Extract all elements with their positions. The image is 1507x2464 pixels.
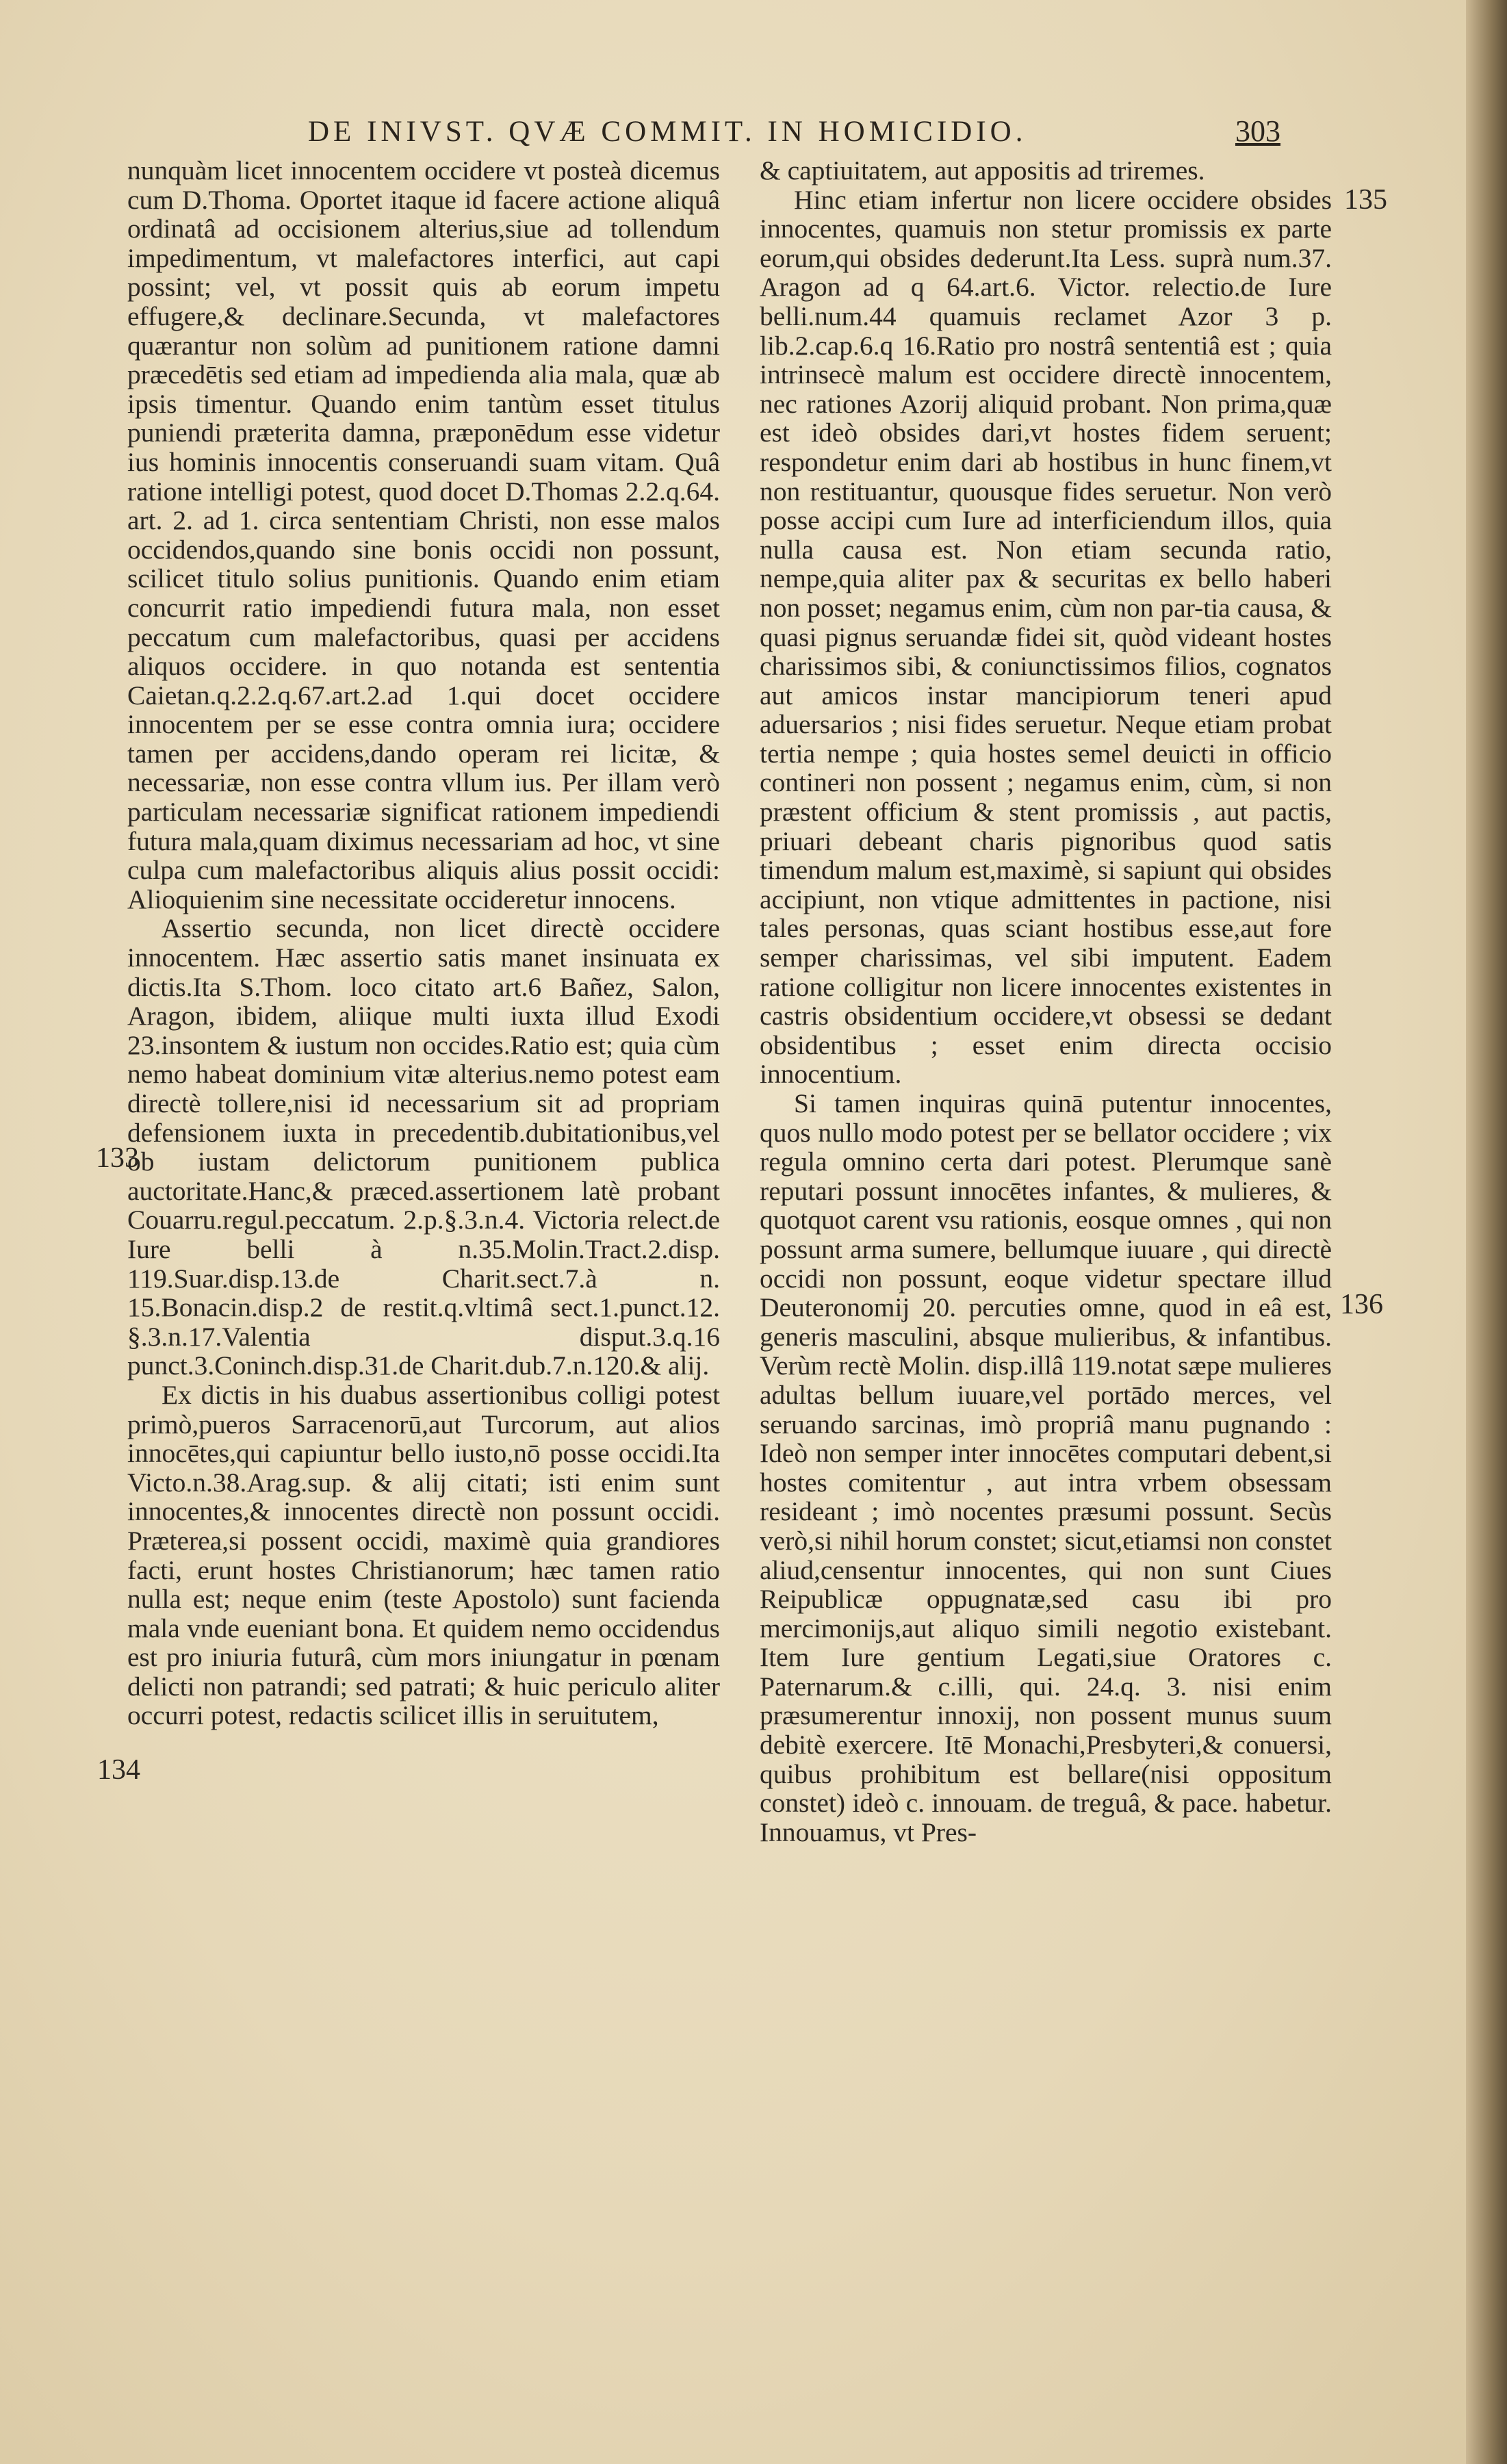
margin-number-134: 134 [97, 1754, 140, 1786]
right-column [760, 156, 1332, 1847]
right-paragraph-2: Hinc etiam infertur non licere occidere obsides innocentes, quamuis non stetur promissis ex parte eorum,qui obsides dederunt.Ita Less. suprà num.37. Aragon ad q 64.art.6. Victor. relectio.de Iure belli.num.44 quamuis reclamet Azor 3 p. lib.2.cap.6.q 16.Ratio pro nostrâ sententiâ est ; quia intrinsecè malum est occidere directè innocentem, nec rationes Azorij aliquid probant. Non prima,quæ est ideò obsides dari,vt hostes fidem seruent; respondetur enim dari ab hostibus in hunc finem,vt non restituantur, quousque fides seruetur. Non verò posse accipi cum Iure ad interficiendum illos, quia nulla causa est. Non etiam secunda ratio, nempe,quia aliter pax & securitas ex bello haberi non posset; negamus enim, cùm non par-tia causa, & quasi pignus seruandæ fidei sit, quòd videant hostes charissimos sibi, & coniunctissimos filios, cognatos aut amicos instar mancipiorum teneri apud aduersarios ; nisi fides seruetur. Neque etiam probat tertia nempe ; quia hostes semel deuicti in officio contineri non possent ; negamus enim, cùm, si non præstent officium & stent promissis , aut pactis, priuari debeant charis pignoribus quod satis timendum malum est,maximè, si sapiunt qui obsides accipiunt, non vtique admittentes in pactione, nisi tales personas, quas sciant hostibus esse,aut fore semper charissimas, vel sibi imputent. Eadem ratione colligitur non licere innocentes existentes in castris obsidentium occidere,vt obsessi se dedant obsidentibus ; esset enim directa occisio innocentium. [760, 184, 1332, 1090]
running-title: DE INIVST. QVÆ COMMIT. IN HOMICIDIO. [308, 116, 1027, 148]
left-paragraph-1: nunquàm licet innocentem occidere vt posteà dicemus cum D.Thoma. Oportet itaque id facere actione aliquâ ordinatâ ad occisionem alterius,siue ad tollendum impedimentum, vt malefactores interfici, aut capi possint; vel, vt possit quis ab eorum impetu effugere,& declinare.Secunda, vt malefactores quærantur non solùm ad punitionem ratione damni præcedētis sed etiam ad impedienda alia mala, quæ ab ipsis timentur. Quando enim tantùm esset titulus puniendi præterita damna, præponēdum esse videtur ius hominis innocentis conseruandi suam vitam. Quâ ratione intelligi potest, quod docet D.Thomas 2.2.q.64. art. 2. ad 1. circa sententiam Christi, non esse malos occidendos,quando sine bonis occidi non possunt, scilicet titulo solius punitionis. Quando enim etiam concurrit ratio impediendi futura mala, non esset peccatum cum malefactoribus, quasi per accidens aliquos occidere. in quo notanda est sententia Caietan.q.2.2.q.67.art.2.ad 1.qui docet occidere innocentem per se esse contra omnia iura; occidere tamen per accidens,dando operam rei licitæ, & necessariæ, non esse contra vllum ius. Per illam verò particulam necessariæ significat rationem impediendi futura mala,quam diximus necessariam ad hoc, vt sine culpa cum malefactoribus aliquis alius possit occidi: Alioquienim sine necessitate occideretur innocens. [127, 155, 720, 914]
right-paragraph-3: Si tamen inquiras quinā putentur innocentes, quos nullo modo potest per se bellator occidere ; vix regula omnino certa dari potest. Plerumque sanè reputari possunt innocētes infantes, & mulieres, & quotquot carent vsu rationis, eosque omnes , qui non possunt arma sumere, bellumque iuuare , qui directè occidi non possunt, eoque videtur spectare illud Deuteronomij 20. percuties omne, quod in eâ est, generis masculini, absque mulieribus, & infantibus. Verùm rectè Molin. disp.illâ 119.notat sæpe mulieres adultas bellum iuuare,vel portādo merces, vel seruando sarcinas, imò propriâ manu pugnando : Ideò non semper inter innocētes computari debent,si hostes comitentur , aut intra vrbem obsessam resideant ; imò nocentes præsumi possunt. Secùs verò,si nihil horum constet; sicut,etiamsi non constet aliud,censentur innocentes, qui non sunt Ciues Reipublicæ oppugnatæ,sed casu ibi pro mercimonijs,aut aliquo simili negotio existebant. Item Iure gentium Legati,siue Oratores c. Paternarum.& c.illi, qui. 24.q. 3. nisi enim præsumerentur innoxij, non possent munus suum debitè exercere. Itē Monachi,Presbyteri,& conuersi, quibus prohibitum est bellare(nisi oppositum constet) ideò c. innouam. de treguâ, & pace. habetur. Innouamus, vt Pres- [760, 1088, 1332, 1847]
margin-number-136: 136 [1340, 1289, 1383, 1320]
left-paragraph-3: Ex dictis in his duabus assertionibus colligi potest primò,pueros Sarracenorū,aut Turcorum, aut alios innocētes,qui capiuntur bello iusto,nō posse occidi.Ita Victo.n.38.Arag.sup. & alij citati; isti enim sunt innocentes,& innocentes directè non possunt occidi. Præterea,si possent occidi, maximè quia grandiores facti, erunt hostes Christianorum; hæc tamen ratio nulla est; neque enim (teste Apostolo) sunt facienda mala vnde eueniant bona. Et quidem nemo occidendus est pro iniuria futurâ, cùm mors iniungatur in pœnam delicti non patrandi; sed patrati; & huic periculo aliter occurri potest, redactis scilicet illis in seruitutem, [127, 1379, 720, 1731]
margin-number-135: 135 [1344, 184, 1387, 216]
page-number: 303 [1235, 114, 1280, 148]
page-edge [1466, 0, 1507, 2464]
margin-number-133: 133 [96, 1142, 139, 1174]
right-paragraph-1: & captiuitatem, aut appositis ad triremes. [760, 155, 1205, 185]
left-paragraph-2: Assertio secunda, non licet directè occidere innocentem. Hæc assertio satis manet insinuata ex dictis.Ita S.Thom. loco citato art.6 Bañez, Salon, Aragon, ibidem, aliique multi iuxta illud Exodi 23.insontem & iustum non occides.Ratio est; quia cùm nemo habeat dominium vitæ alterius.nemo potest eam directè tollere,nisi id necessarium sit ad propriam defensionem iuxta in precedentib.dubitationibus,vel ob iustam delictorum punitionem publica auctoritate.Hanc,& præced.assertionem latè probant Couarru.regul.peccatum. 2.p.§.3.n.4. Victoria relect.de Iure belli à n.35.Molin.Tract.2.disp. 119.Suar.disp.13.de Charit.sect.7.à n. 15.Bonacin.disp.2 de restit.q.vltimâ sect.1.punct.12. §.3.n.17.Valentia disput.3.q.16 punct.3.Coninch.disp.31.de Charit.dub.7.n.120.& alij. [127, 913, 720, 1381]
left-column [127, 156, 720, 1730]
